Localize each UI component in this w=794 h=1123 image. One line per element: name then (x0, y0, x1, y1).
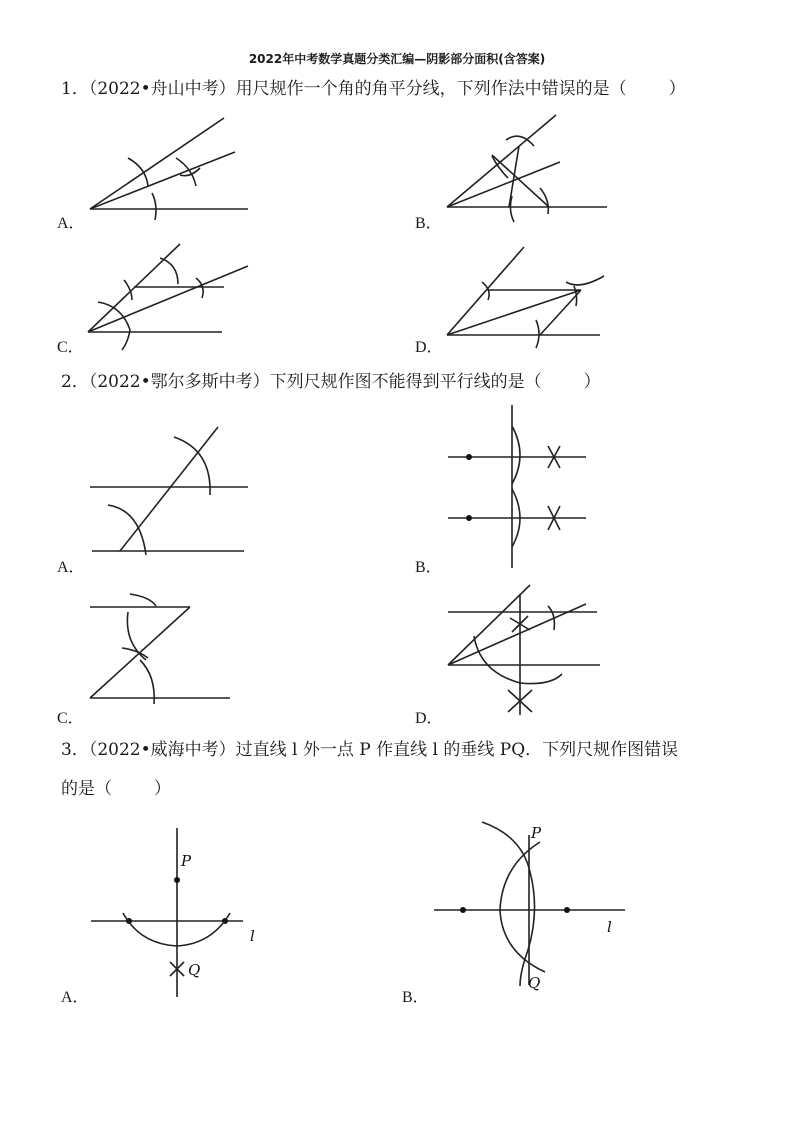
question-text-continued: 的是（ (61, 779, 112, 799)
q2-figure-d (448, 585, 600, 715)
q2-figure-a (90, 427, 248, 555)
question-close: ） (583, 372, 601, 392)
question-text: （2022•舟山中考）用尺规作一个角的角平分线，下列作法中错误的是（ (88, 79, 627, 99)
q1-figure-d (447, 247, 604, 348)
q3-option-b-label: B． (402, 989, 429, 1006)
question-number: 1． (61, 79, 89, 99)
question-text: （2022•鄂尔多斯中考）下列尺规作图不能得到平行线的是（ (88, 372, 542, 392)
question-close: ） (668, 79, 686, 99)
question-close: ） (154, 779, 171, 799)
q2-option-a-label: A． (57, 559, 85, 576)
q1-option-a-label: A． (57, 215, 85, 232)
point-q-label: Q (188, 961, 201, 979)
q2-option-c-label: C． (57, 710, 84, 727)
q2-option-d-label: D． (415, 710, 443, 727)
point-q-label: Q (528, 974, 541, 992)
q1-option-c-label: C． (57, 339, 84, 356)
question-number: 2． (61, 372, 89, 392)
q2-option-b-label: B． (415, 559, 442, 576)
q2-figure-b (448, 405, 586, 568)
q2-figure-c (90, 594, 230, 704)
q1-figure-c (88, 244, 248, 350)
q1-figure-a (90, 118, 248, 220)
q1-option-d-label: D． (415, 339, 443, 356)
point-p-label: P (531, 824, 542, 842)
line-l-label: l (607, 918, 612, 936)
page-title: 2022年中考数学真题分类汇编—阴影部分面积(含答案) (248, 52, 546, 66)
question-number: 3． (61, 740, 89, 760)
q1-figure-b (447, 115, 607, 222)
point-p-label: P (181, 852, 192, 870)
q3-option-a-label: A． (61, 989, 89, 1006)
q3-figure-a (91, 828, 255, 997)
line-l-label: l (250, 927, 255, 945)
q3-figure-b (434, 822, 625, 992)
question-text: （2022•威海中考）过直线 l 外一点 P 作直线 l 的垂线 PQ．下列尺规作图错误 (88, 740, 679, 760)
q1-option-b-label: B． (415, 215, 442, 232)
